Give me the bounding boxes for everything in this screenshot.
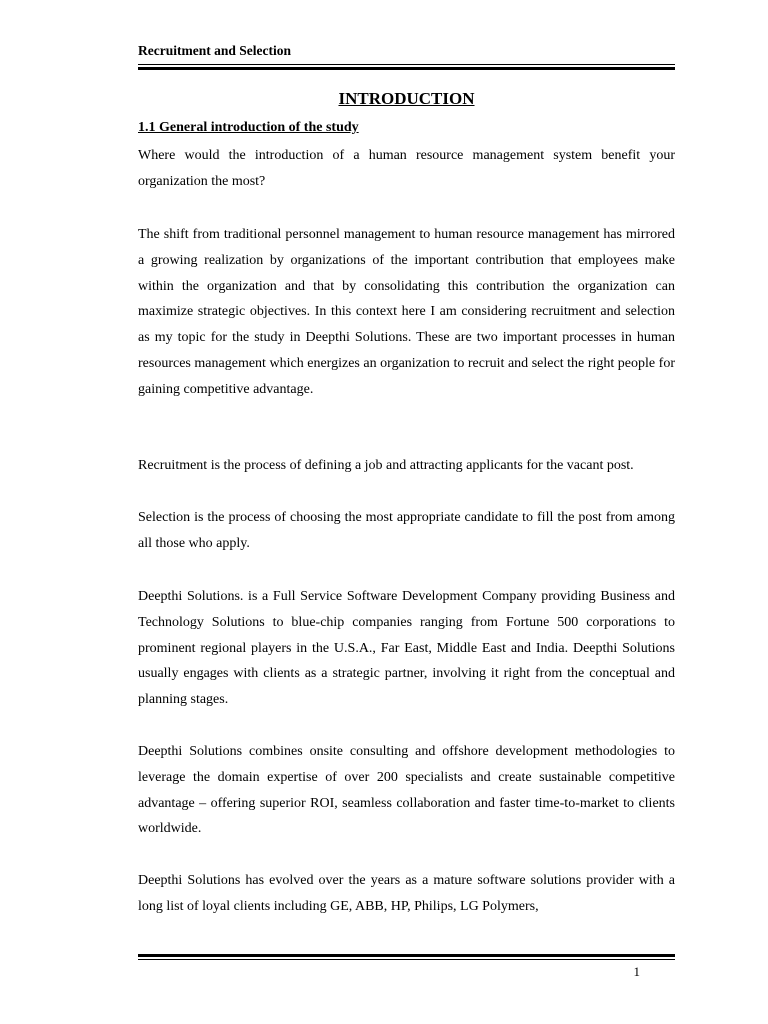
paragraph-selection-definition: Selection is the process of choosing the most appropriate candidate to fill the post from among all those who apply. (138, 510, 675, 551)
running-header-title: Recruitment and Selection (138, 43, 291, 58)
paragraph-question: Where would the introduction of a human resource management system benefit your organization the most? (138, 148, 675, 189)
paragraph-company-evolution: Deepthi Solutions has evolved over the years as a mature software solutions provider with a long list of loyal clients including GE, ABB, HP, Philips, LG Polymers, (138, 873, 675, 914)
paragraph-hrm-shift: The shift from traditional personnel management to human resource management has mirrored a growing realization by organizations of the important contribution that employees make within the organization and that by consolidating this contribution the organization can maximize strategic objectives. In this context here I am considering recruitment and selection as my topic for the study in Deepthi Solutions. These are two important processes in human resources management which energizes an organization to recruit and select the right people for gaining competitive advantage. (138, 227, 675, 397)
paragraph-company-overview: Deepthi Solutions. is a Full Service Software Development Company providing Business and Technology Solutions to blue-chip companies ranging from Fortune 500 corporations to prominent regional players in the U.S.A., Far East, Middle East and India. Deepthi Solutions usually engages with clients as a strategic partner, involving it right from the conceptual and planning stages. (138, 589, 675, 708)
footer-rule-thick (138, 954, 675, 957)
footer-rule-thin (138, 959, 675, 960)
page-heading: INTRODUCTION (338, 89, 475, 108)
header-rule-thin (138, 64, 675, 65)
paragraph-company-methodology: Deepthi Solutions combines onsite consulting and offshore development methodologies to leverage the domain expertise of over 200 specialists and create sustainable competitive advantage – offering superior ROI, seamless collaboration and faster time-to-market to clients worldwide. (138, 744, 675, 837)
section-title: 1.1 General introduction of the study (138, 120, 359, 135)
header-rule-thick (138, 67, 675, 70)
page-number: 1 (633, 964, 640, 979)
paragraph-recruitment-definition: Recruitment is the process of defining a job and attracting applicants for the vacant post. (138, 458, 634, 473)
